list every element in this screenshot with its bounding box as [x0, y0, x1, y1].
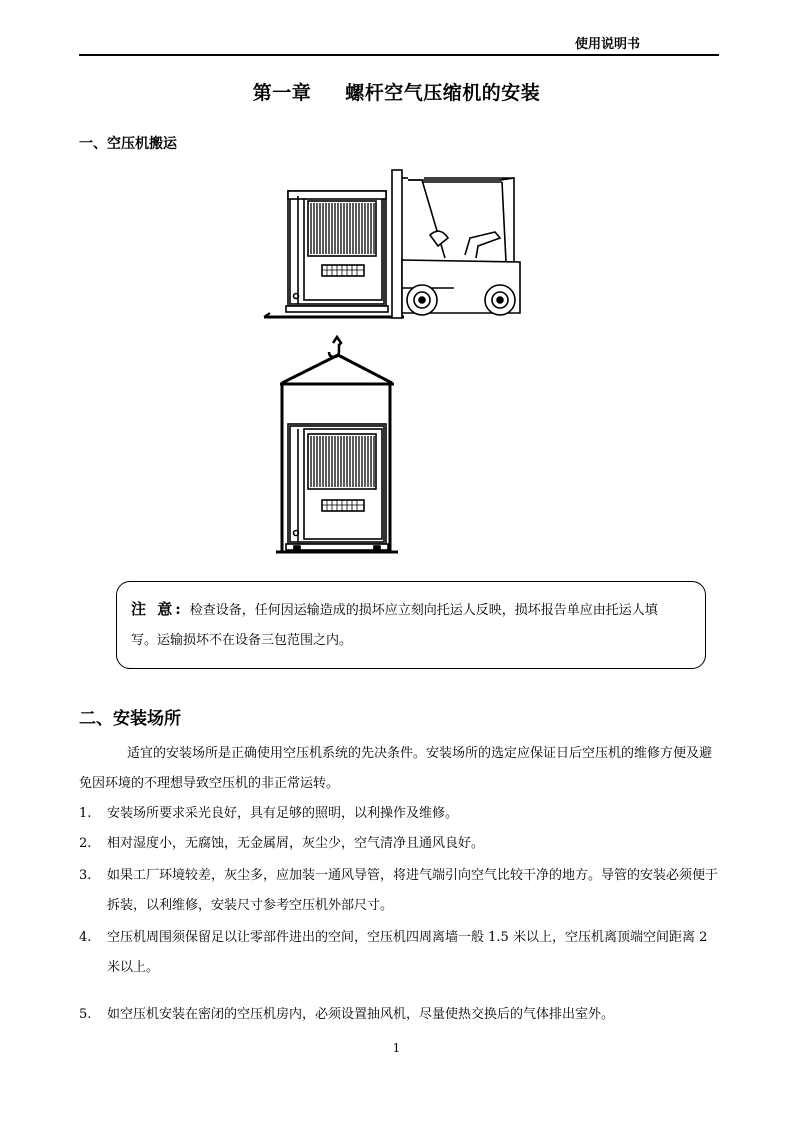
list-item-text: 相对湿度小，无腐蚀，无金属屑，灰尘少，空气清净且通风良好。 — [107, 836, 485, 851]
crane-lifted-compressor — [276, 337, 398, 552]
chapter-number: 第一章 — [252, 82, 312, 104]
list-item-text: 如空压机安装在密闭的空压机房内，必须设置抽风机，尽量使热交换后的气体排出室外。 — [107, 1007, 615, 1022]
forklift-with-compressor — [264, 170, 520, 318]
list-item — [79, 799, 721, 829]
list-item-text: 空压机周围须保留足以让零部件进出的空间，空压机四周离墙一般 1.5 米以上，空压机离顶端空间距离 2 米以上。 — [107, 930, 708, 975]
notice-text-1: 检查设备，任何因运输造成的损坏应立刻向托运人反映，损坏报告单应由托运人填 — [189, 603, 658, 618]
list-item — [79, 861, 721, 921]
list-item — [79, 1000, 721, 1030]
list-item — [79, 829, 721, 859]
list-item-number: 2. — [79, 836, 92, 851]
page-number: 1 — [392, 1041, 401, 1055]
list-item-number: 1. — [79, 806, 92, 821]
notice-line-1 — [131, 594, 691, 626]
site-intro-paragraph: 适宜的安装场所是正确使用空压机系统的先决条件。安装场所的选定应保证日后空压机的维修方便及避免因环境的不理想导致空压机的非正常运转。 — [79, 746, 713, 791]
list-item-text: 如果工厂环境较差，灰尘多，应加装一通风导管，将进气端引向空气比较干净的地方。导管的安装必须便于拆装，以利维修，安装尺寸参考空压机外部尺寸。 — [107, 868, 719, 913]
section-heading-transport: 一、空压机搬运 — [79, 136, 177, 152]
section-heading-site: 二、安装场所 — [79, 709, 181, 729]
transport-notice-box — [116, 581, 706, 669]
list-item — [79, 923, 721, 983]
notice-label: 注 意: — [131, 600, 184, 618]
list-item-number: 4. — [79, 930, 92, 945]
list-item-number: 3. — [79, 868, 92, 883]
notice-line-2: 写。运输损坏不在设备三包范围之内。 — [131, 633, 353, 648]
running-header: 使用说明书 — [574, 37, 640, 52]
list-item-number: 5. — [79, 1007, 92, 1022]
chapter-name: 螺杆空气压缩机的安装 — [345, 82, 541, 104]
list-item-text: 安装场所要求采光良好，具有足够的照明，以利操作及维修。 — [107, 806, 459, 821]
